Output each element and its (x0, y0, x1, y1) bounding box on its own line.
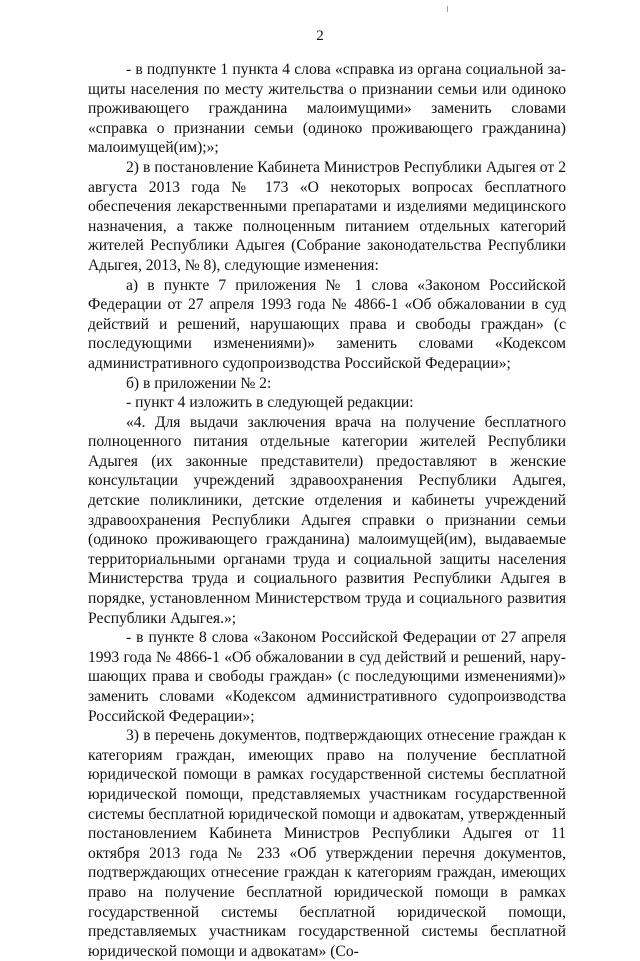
paragraph: б) в приложении № 2: (126, 374, 272, 392)
paragraph: «4. Для выдачи заключения врача на получение бесплатного полноценного питания отдельные категории жителей Республики Адыгея (их законные представители) предоставляют в женские консультации учреждений здравоохранения Республики Адыгея, детские поликлиники, детские отделения и кабинеты учреждений здравоохранения Республики Адыгея справки о признании семьи (одиноко проживающего гражданина) малоимущей(им), выдаваемые территориальными органами труда и социальной защиты населения Министерства труда и социального развития Республики Адыгея в порядке, установленном Министерством труда и социального развития Республики Адыгея.»; (88, 413, 566, 627)
page-number: 2 (316, 28, 324, 44)
document-body (88, 60, 566, 961)
paragraph: а) в пункте 7 приложения № 1 слова «Законом Российской Федерации от 27 апреля 1993 года № 4866-1 «Об обжаловании в суд действий и решений, нарушающих права и свободы граждан» (с последующими изменениями)» заменить словами «Кодексом административного судопроизводства Российской Федерации»; (88, 276, 566, 372)
paragraph: - в пункте 8 слова «Законом Российской Федерации от 27 апреля 1993 года № 4866-1 «Об обжаловании в суд действий и решений, нарушающих права и свободы граждан» (с последующими изменениями)» заменить словами «Кодексом административного судопроизводства Российской Федерации»; (88, 629, 566, 725)
paragraph: - пункт 4 изложить в следующей редакции: (126, 394, 414, 412)
paragraph: - в подпункте 1 пункта 4 слова «справка из органа социальной защиты населения по месту жительства о признании семьи или одиноко проживающего гражданина малоимущими» заменить словами «справка о признании семьи (одиноко проживающего гражданина) малоимущей(им);»; (88, 61, 566, 157)
paragraph: 3) в перечень документов, подтверждающих отнесение граждан к категориям граждан, имеющих право на получение бесплатной юридической помощи в рамках государственной системы бесплатной юридической помощи, представляемых участникам государственной системы бесплатной юридической помощи и адвокатам, утвержденный постановлением Кабинета Министров Республики Адыгея от 11 октября 2013 года № 233 «Об утверждении перечня документов, подтверждающих отнесение граждан к категориям граждан, имеющих право на получение бесплатной юридической помощи в рамках государственной системы бесплатной юридической помощи, представляемых участникам государственной системы бесплатной юридической помощи и адвокатам» (Со- (88, 727, 566, 960)
scan-mark (447, 6, 448, 12)
paragraph: 2) в постановление Кабинета Министров Республики Адыгея от 2 августа 2013 года № 173 «О некоторых вопросах бесплатного обеспечения лекарственными препаратами и изделиями медицинского назначения, а также полноценным питанием отдельных категорий жителей Республики Адыгея (Собрание законодательства Республики Адыгея, 2013, № 8), следующие изменения: (88, 158, 566, 274)
